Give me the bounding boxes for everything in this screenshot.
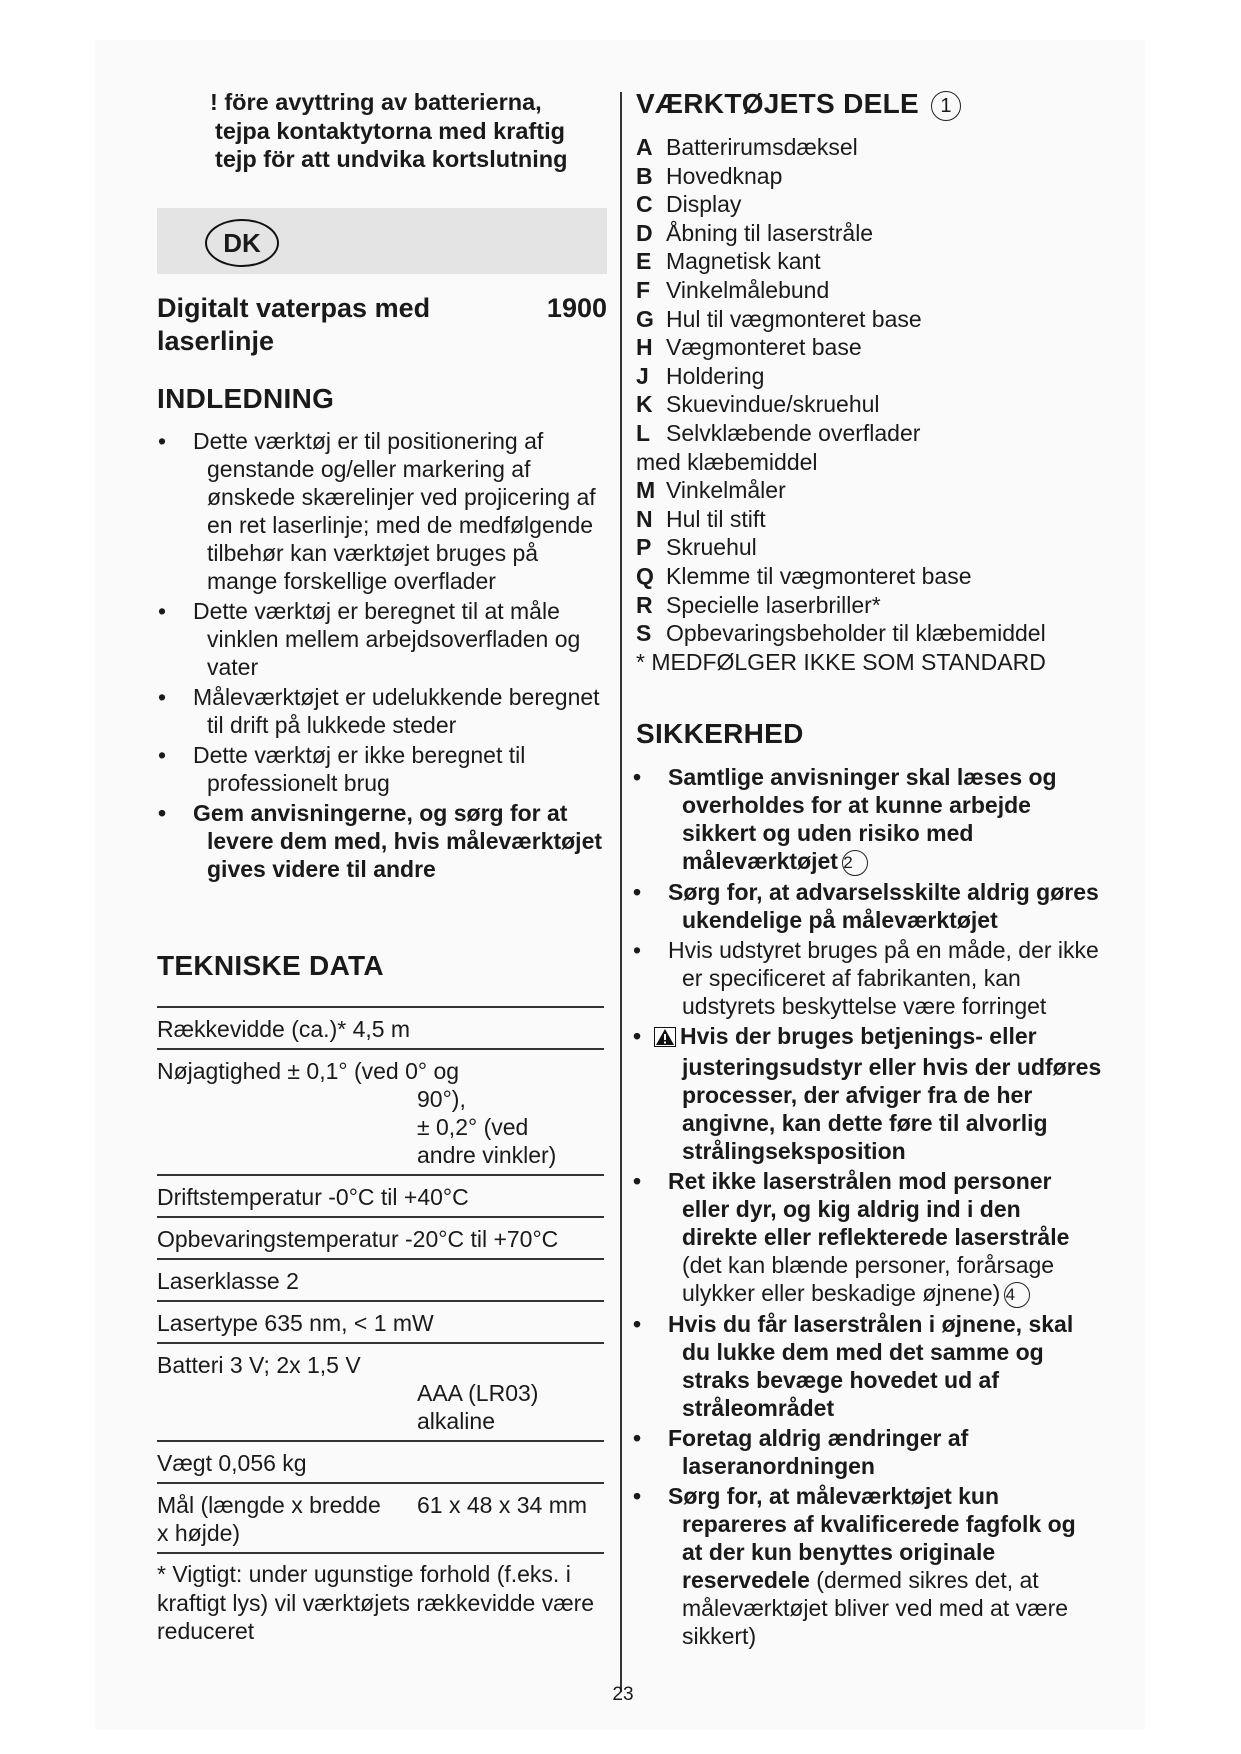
table-cell: x højde): [157, 1520, 241, 1546]
list-item: • Dette værktøj er beregnet til at måle vinklen mellem arbejdsoverfladen og vater: [157, 597, 612, 681]
part-key: A: [636, 134, 653, 160]
list-item: • Dette værktøj er til positionering af genstande og/eller markering af ønskede skærelinjer ved projicering af en ret laserlinje; med de medfølgende tilbehør kan værktøjet bruges på mange forskellige overflader: [157, 427, 612, 595]
list-item: • Hvis du får laserstrålen i øjnene, skal du lukke dem med det samme og straks bevæge hovedet ud af stråleområdet: [632, 1310, 1102, 1422]
part-key: F: [636, 276, 651, 303]
part-label: Åbning til laserstråle: [666, 219, 874, 246]
table-row: [157, 1050, 604, 1176]
note-line: tejpa kontaktytorna med kraftig: [215, 117, 565, 144]
part-key: H: [636, 334, 653, 361]
part-label: Batterirumsdæksel: [666, 134, 858, 160]
list-item: [636, 591, 1106, 620]
list-item-text: Dette værktøj er beregnet til at måle vinklen mellem arbejdsoverfladen og vater: [193, 598, 581, 680]
list-item: [636, 533, 1106, 562]
part-label: Hul til stift: [666, 505, 766, 532]
list-item: • Sørg for, at advarselsskilte aldrig gøres ukendelige på måleværktøjet: [632, 878, 1102, 934]
table-cell: AAA (LR03): [417, 1380, 539, 1406]
list-item: [636, 190, 1106, 219]
product-title-line: laserlinje: [157, 326, 275, 356]
part-key: K: [636, 391, 653, 418]
part-key: B: [636, 162, 653, 189]
product-title-line: Digitalt vaterpas med: [157, 293, 431, 323]
table-row: [157, 1302, 604, 1344]
column-divider: [620, 92, 622, 1692]
part-key: Q: [636, 562, 654, 589]
list-item-text: Ret ikke laserstrålen mod personer eller dyr, og kig aldrig ind i den direkte eller reflekterede laserstråle: [668, 1167, 1070, 1250]
list-item: [636, 333, 1106, 362]
list-item-text: Dette værktøj er til positionering af genstande og/eller markering af ønskede skærelinjer ved projicering af en ret laserlinje; med de medfølgende tilbehør kan værktøjet bruges på mange forskellige overflader: [193, 428, 596, 594]
list-item-text: (dermed sikres det, at måleværktøjet bliver ved med at være sikkert): [682, 1566, 1069, 1649]
model-number: 1900: [546, 293, 607, 323]
table-cell: Rækkevidde (ca.)* 4,5 m: [157, 1016, 411, 1042]
part-label: Opbevaringsbeholder til klæbemiddel: [666, 620, 1046, 647]
list-item-text: Hvis du får laserstrålen i øjnene, skal du lukke dem med det samme og straks bevæge hovedet ud af stråleområdet: [668, 1310, 1074, 1421]
page-number: 23: [612, 1684, 634, 1705]
list-item: [636, 133, 1106, 162]
part-key: M: [636, 477, 656, 504]
list-item: [636, 276, 1106, 305]
list-item: • Sørg for, at måleværktøjet kun repareres af kvalificerede fagfolk og at der kun benyttes originale reservedele (dermed sikres det, at måleværktøjet bliver ved med at være sikkert): [633, 1482, 1076, 1649]
part-label: Skuevindue/skruehul: [666, 391, 880, 418]
table-row: [157, 1442, 604, 1484]
parts-list: [636, 133, 1106, 676]
safety-list: [632, 763, 1102, 1652]
part-label: Skruehul: [666, 534, 757, 561]
list-item: [636, 305, 1106, 334]
part-label: Hul til vægmonteret base: [666, 305, 922, 332]
parts-heading-text: VÆRKTØJETS DELE: [636, 88, 919, 119]
table-cell: 90°),: [417, 1086, 466, 1112]
list-item-text: (det kan blænde personer, forårsage ulykker eller beskadige øjnene): [682, 1251, 1055, 1306]
list-item: • Hvis udstyret bruges på en måde, der ikke er specificeret af fabrikanten, kan udstyrets beskyttelse være forringet: [632, 936, 1102, 1020]
table-cell: 61 x 48 x 34 mm: [417, 1492, 588, 1518]
part-label: Hovedknap: [666, 162, 783, 189]
parts-heading: [636, 88, 961, 121]
list-item: [636, 162, 1106, 191]
part-key: G: [636, 305, 654, 332]
part-key: D: [636, 219, 653, 246]
list-item-text: Dette værktøj er ikke beregnet til professionelt brug: [193, 742, 526, 796]
list-item: [636, 390, 1106, 419]
part-label: Klemme til vægmonteret base: [666, 562, 972, 589]
list-item: [636, 619, 1106, 648]
note-line: tejp för att undvika kortslutning: [215, 146, 568, 172]
list-item-text: Hvis der bruges betjenings- eller justeringsudstyr eller hvis der udføres processer, der afviger fra de her angivne, kan dette føre til alvorlig strålingseksposition: [680, 1022, 1102, 1164]
list-item: • Samtlige anvisninger skal læses og overholdes for at kunne arbejde sikkert og uden risiko med måleværktøjet 2: [633, 764, 1057, 874]
language-badge: DK: [205, 219, 279, 267]
table-row: [157, 1218, 604, 1260]
table-cell: Lasertype 635 nm, < 1 mW: [157, 1310, 434, 1336]
note-line: ! före avyttring av batterierna,: [210, 89, 542, 115]
part-label: Display: [666, 191, 742, 218]
part-key: S: [636, 620, 652, 647]
laser-warning-icon: [668, 1025, 676, 1053]
list-item: • Foretag aldrig ændringer af laseranordningen: [632, 1424, 1102, 1480]
part-label: Holdering: [666, 362, 765, 389]
part-key: P: [636, 534, 652, 561]
part-key: C: [636, 191, 653, 218]
figure-ref-badge: 2: [842, 850, 868, 876]
list-item: [636, 562, 1106, 591]
table-cell: Driftstemperatur -0°C til +40°C: [157, 1184, 469, 1210]
figure-ref-badge: 1: [931, 91, 961, 121]
part-label: Vinkelmåler: [666, 477, 786, 504]
list-item-text: Hvis udstyret bruges på en måde, der ikke er specificeret af fabrikanten, kan udstyrets beskyttelse være forringet: [668, 936, 1099, 1019]
table-cell: Batteri 3 V; 2x 1,5 V: [157, 1352, 361, 1378]
list-item: • Dette værktøj er ikke beregnet til professionelt brug: [157, 741, 612, 797]
table-cell: Nøjagtighed ± 0,1° (ved 0° og: [157, 1058, 460, 1084]
part-key: N: [636, 505, 653, 532]
tech-table: [157, 1006, 604, 1554]
part-key: J: [636, 362, 649, 389]
table-cell: alkaline: [417, 1408, 495, 1434]
part-label: Vægmonteret base: [666, 334, 862, 361]
part-key: L: [636, 419, 651, 446]
safety-heading: SIKKERHED: [636, 718, 804, 749]
part-key: R: [636, 591, 653, 618]
list-item-text: Sørg for, at advarselsskilte aldrig gøres ukendelige på måleværktøjet: [668, 878, 1099, 933]
list-item: [636, 505, 1106, 534]
swedish-battery-note: [210, 88, 600, 174]
part-label: Selvklæbende overflader: [666, 419, 921, 446]
table-cell: Vægt 0,056 kg: [157, 1450, 307, 1476]
list-item-text: Sørg for, at måleværktøjet kun repareres af kvalificerede fagfolk og at der kun benyttes originale reservedele: [668, 1482, 1076, 1593]
list-item-text: Foretag aldrig ændringer af laseranordningen: [668, 1424, 969, 1479]
parts-note: * MEDFØLGER IKKE SOM STANDARD: [636, 648, 1046, 675]
list-item: [636, 247, 1106, 276]
table-cell: ± 0,2° (ved: [417, 1114, 529, 1140]
list-item-continuation: med klæbemiddel: [636, 448, 818, 475]
intro-list: [157, 427, 612, 885]
list-item: [636, 362, 1106, 391]
list-item: • Ret ikke laserstrålen mod personer eller dyr, og kig aldrig ind i den direkte eller reflekterede laserstråle (det kan blænde personer, forårsage ulykker eller beskadige øjnene) 4: [633, 1167, 1070, 1306]
table-cell: Laserklasse 2: [157, 1268, 299, 1294]
part-key: E: [636, 248, 652, 275]
language-band: [157, 208, 607, 274]
part-label: Magnetisk kant: [666, 248, 821, 275]
table-row: [157, 1344, 604, 1442]
intro-heading: INDLEDNING: [157, 383, 335, 414]
list-item-text: Gem anvisningerne, og sørg for at levere dem med, hvis måleværktøjet gives videre til andre: [193, 800, 603, 882]
table-row: [157, 1484, 604, 1554]
list-item: • Gem anvisningerne, og sørg for at levere dem med, hvis måleværktøjet gives videre til andre: [157, 799, 612, 883]
table-cell: Opbevaringstemperatur -20°C til +70°C: [157, 1226, 559, 1252]
list-item: [636, 219, 1106, 248]
table-row: [157, 1008, 604, 1050]
part-label: Vinkelmålebund: [666, 276, 830, 303]
list-item-text: Måleværktøjet er udelukkende beregnet til drift på lukkede steder: [193, 684, 600, 738]
list-item: [636, 419, 1106, 448]
part-label: Specielle laserbriller*: [666, 591, 881, 618]
list-item-text: Samtlige anvisninger skal læses og overholdes for at kunne arbejde sikkert og uden risiko med måleværktøjet: [668, 764, 1057, 874]
table-cell: andre vinkler): [417, 1142, 557, 1168]
table-row: [157, 1260, 604, 1302]
list-item: • Måleværktøjet er udelukkende beregnet til drift på lukkede steder: [157, 683, 612, 739]
figure-ref-badge: 4: [1004, 1282, 1030, 1308]
product-title: [157, 292, 607, 358]
list-item: • Hvis der bruges betjenings- eller justeringsudstyr eller hvis der udføres processer, der afviger fra de her angivne, kan dette føre til alvorlig strålingseksposition: [633, 1022, 1102, 1164]
tech-heading: TEKNISKE DATA: [157, 950, 384, 981]
list-item: [636, 476, 1106, 505]
tech-footnote: * Vigtigt: under ugunstige forhold (f.eks. i kraftigt lys) vil værktøjets rækkevidde være reduceret: [157, 1561, 595, 1644]
table-row: [157, 1176, 604, 1218]
table-cell: Mål (længde x bredde: [157, 1492, 381, 1518]
